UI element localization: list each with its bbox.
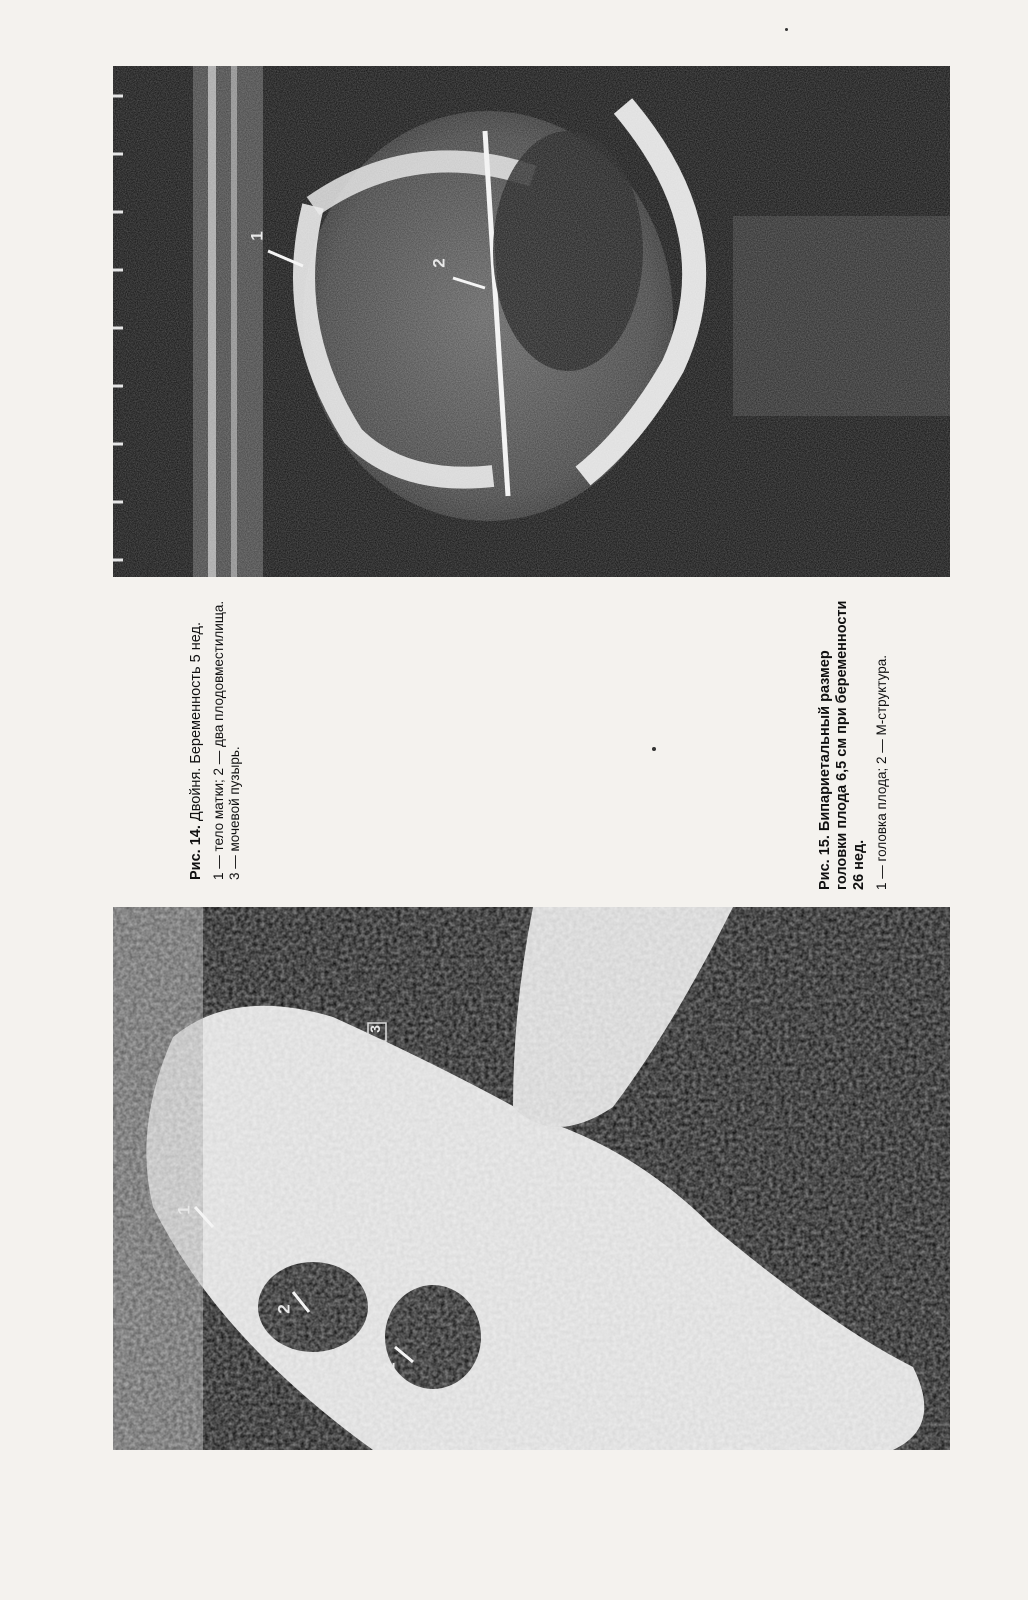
print-speck: [785, 28, 788, 31]
print-speck: [652, 747, 656, 751]
ultrasound-image-twins: [113, 907, 950, 1450]
caption-14-legend: 1 — тело матки; 2 — два плодовместилища. 3 — мочевой пузырь.: [211, 600, 242, 880]
marker-1: 1: [174, 1205, 194, 1215]
ultrasound-image-fetal-head: [113, 66, 950, 577]
ultrasound-twins-graphic: [113, 907, 950, 1450]
caption-15-legend: 1 — головка плода; 2 — М-структура.: [874, 654, 889, 890]
marker-1: 1: [247, 231, 267, 241]
caption-14-title: [188, 600, 205, 880]
caption-figure-15: [817, 590, 890, 890]
marker-2: 2: [429, 258, 449, 268]
ultrasound-fetal-head-graphic: [113, 66, 950, 577]
caption-14-label: Рис. 14.: [188, 825, 204, 880]
caption-15-title-text: Бипариетальный размер головки плода 6,5 см при беременности 26 нед.: [817, 600, 867, 890]
marker-2a: 2: [274, 1304, 294, 1314]
caption-15-label: Рис. 15.: [817, 835, 833, 890]
caption-figure-14: [188, 600, 243, 880]
caption-14-title-text: Двойня. Беременность 5 нед.: [188, 622, 204, 822]
marker-2b: 2: [379, 1362, 399, 1372]
marker-3: 3: [366, 1025, 383, 1033]
caption-15-title: [817, 590, 868, 890]
